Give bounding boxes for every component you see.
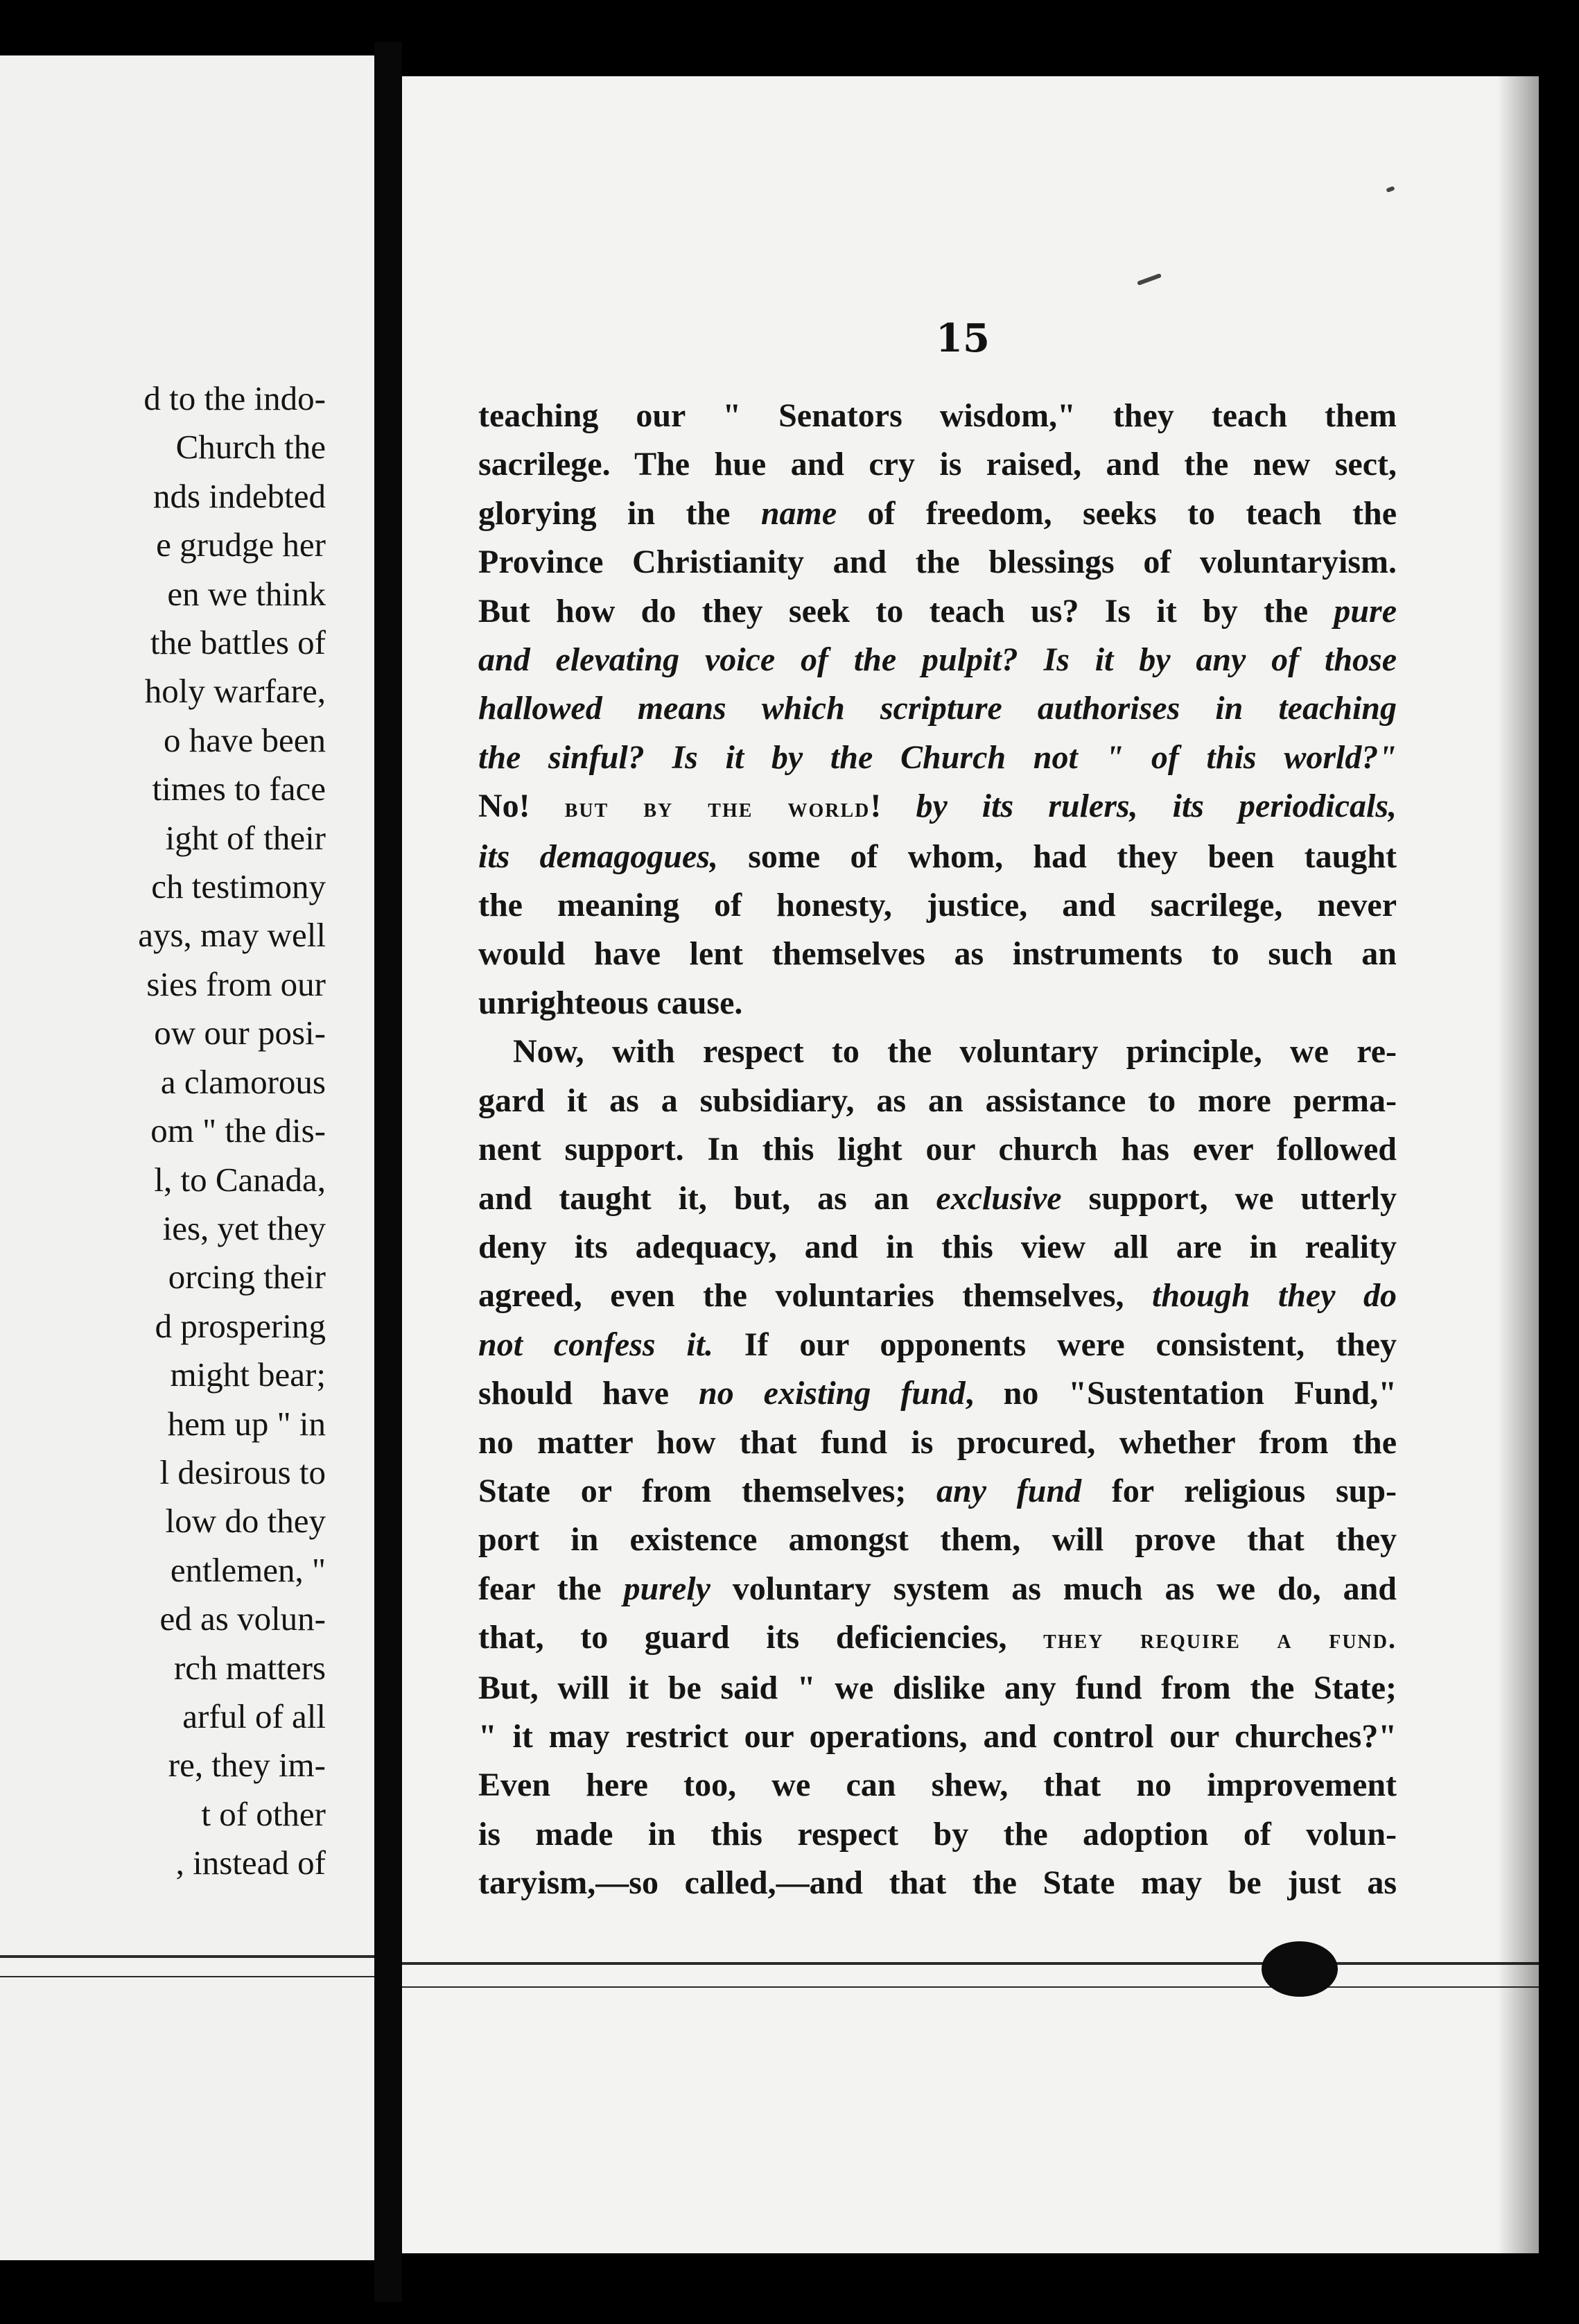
left-page-fragment xyxy=(0,55,374,2260)
text-line: But, will it be said " we dislike any fund from the State; xyxy=(478,1669,1397,1706)
left-page-line: l, to Canada, xyxy=(154,1160,326,1199)
text-line: hallowed means which scripture authorises in teaching xyxy=(478,690,1397,727)
left-page-line: o have been xyxy=(164,720,326,759)
text-line: the meaning of honesty, justice, and sacrilege, never xyxy=(478,887,1397,924)
text-line: nent support. In this light our church has ever followed xyxy=(478,1131,1397,1168)
text-line: no matter how that fund is procured, whether from the xyxy=(478,1423,1397,1461)
text-line: No! but by the world! by its rulers, its periodicals, xyxy=(478,788,1397,825)
page-bottom-rule xyxy=(402,1962,1539,1965)
left-page-line: d to the indo- xyxy=(143,379,326,417)
left-page-line: ow our posi- xyxy=(154,1014,326,1052)
text-line: Province Christianity and the blessings of voluntaryism. xyxy=(478,544,1397,581)
text-line: " it may restrict our operations, and control our churches?" xyxy=(478,1717,1397,1755)
left-page-line: orcing their xyxy=(168,1258,326,1297)
left-page-line: re, they im- xyxy=(168,1746,326,1785)
left-page-line: ays, may well xyxy=(138,916,326,955)
text-line: Even here too, we can shew, that no improvement xyxy=(478,1767,1397,1804)
text-line: taryism,—so called,—and that the State may be just as xyxy=(478,1864,1397,1902)
left-page-line: sies from our xyxy=(146,964,326,1003)
text-line: and taught it, but, as an exclusive support, we utterly xyxy=(478,1179,1397,1217)
left-page-line: might bear; xyxy=(170,1355,326,1394)
text-line: But how do they seek to teach us? Is it by the pure xyxy=(478,592,1397,630)
text-line: teaching our " Senators wisdom," they teach them xyxy=(478,397,1397,434)
paragraph-2 xyxy=(478,1027,1397,1907)
page-number: 15 xyxy=(936,315,990,361)
text-line: is made in this respect by the adoption of volun- xyxy=(478,1815,1397,1853)
left-page-line: en we think xyxy=(167,574,326,613)
left-page-line: hem up " in xyxy=(167,1404,326,1443)
text-line: port in existence amongst them, will prove that they xyxy=(478,1521,1397,1559)
page-gutter xyxy=(374,42,402,2302)
ink-blot xyxy=(1262,1941,1338,1997)
text-line: its demagogues, some of whom, had they been taught xyxy=(478,838,1397,875)
text-line: deny its adequacy, and in this view all are in reality xyxy=(478,1228,1397,1265)
left-page-line: om " the dis- xyxy=(150,1111,326,1150)
left-page-line: nds indebted xyxy=(152,476,326,515)
text-line: State or from themselves; any fund for religious sup- xyxy=(478,1472,1397,1509)
paragraph-1 xyxy=(478,392,1397,1027)
page-bottom-rule-2 xyxy=(402,1986,1539,1988)
text-line: not confess it. If our opponents were consistent, they xyxy=(478,1326,1397,1363)
left-page-bottom-rule-2 xyxy=(0,1976,374,1977)
left-page-line: l desirous to xyxy=(159,1452,326,1491)
left-page-line: t of other xyxy=(201,1794,326,1833)
left-page-line: holy warfare, xyxy=(144,672,326,711)
left-page-line: , instead of xyxy=(175,1844,326,1882)
text-line: agreed, even the voluntaries themselves, though they do xyxy=(478,1277,1397,1315)
text-line: would have lent themselves as instruments to such an xyxy=(478,935,1397,973)
text-line: and elevating voice of the pulpit? Is it by any of those xyxy=(478,641,1397,679)
left-page-line: times to face xyxy=(152,770,326,808)
text-line: Now, with respect to the voluntary principle, we re- xyxy=(513,1033,1397,1070)
left-page-line: ch testimony xyxy=(151,867,326,906)
left-page-line: d prospering xyxy=(155,1306,326,1345)
left-page-line: a clamorous xyxy=(160,1062,326,1101)
left-page-line: ies, yet they xyxy=(162,1208,326,1247)
right-page xyxy=(402,76,1539,2253)
left-page-line: arful of all xyxy=(182,1697,326,1735)
page-body-text xyxy=(478,392,1397,1908)
text-line: that, to guard its deficiencies, they require a fund. xyxy=(478,1619,1397,1656)
ink-smudge xyxy=(1137,273,1162,286)
text-line: glorying in the name of freedom, seeks to teach the xyxy=(478,494,1397,532)
left-page-line: entlemen, " xyxy=(170,1550,326,1589)
left-page-line: the battles of xyxy=(150,623,326,662)
text-line: fear the purely voluntary system as much as we do, and xyxy=(478,1570,1397,1607)
left-page-line: e grudge her xyxy=(156,526,326,564)
text-line: the sinful? Is it by the Church not " of this world?" xyxy=(478,738,1397,776)
left-page-line: Church the xyxy=(175,428,326,467)
left-page-bottom-rule xyxy=(0,1955,374,1958)
left-page-text xyxy=(0,374,326,1888)
text-line: unrighteous cause. xyxy=(478,984,743,1021)
text-line: should have no existing fund, no "Sustentation Fund," xyxy=(478,1375,1397,1412)
left-page-line: rch matters xyxy=(173,1648,326,1687)
left-page-line: low do they xyxy=(165,1502,326,1541)
left-page-line: ed as volun- xyxy=(159,1599,326,1638)
left-page-line: ight of their xyxy=(165,818,326,857)
text-line: gard it as a subsidiary, as an assistance to more perma- xyxy=(478,1082,1397,1119)
ink-smudge xyxy=(1386,186,1395,193)
text-line: sacrilege. The hue and cry is raised, and the new sect, xyxy=(478,446,1397,483)
